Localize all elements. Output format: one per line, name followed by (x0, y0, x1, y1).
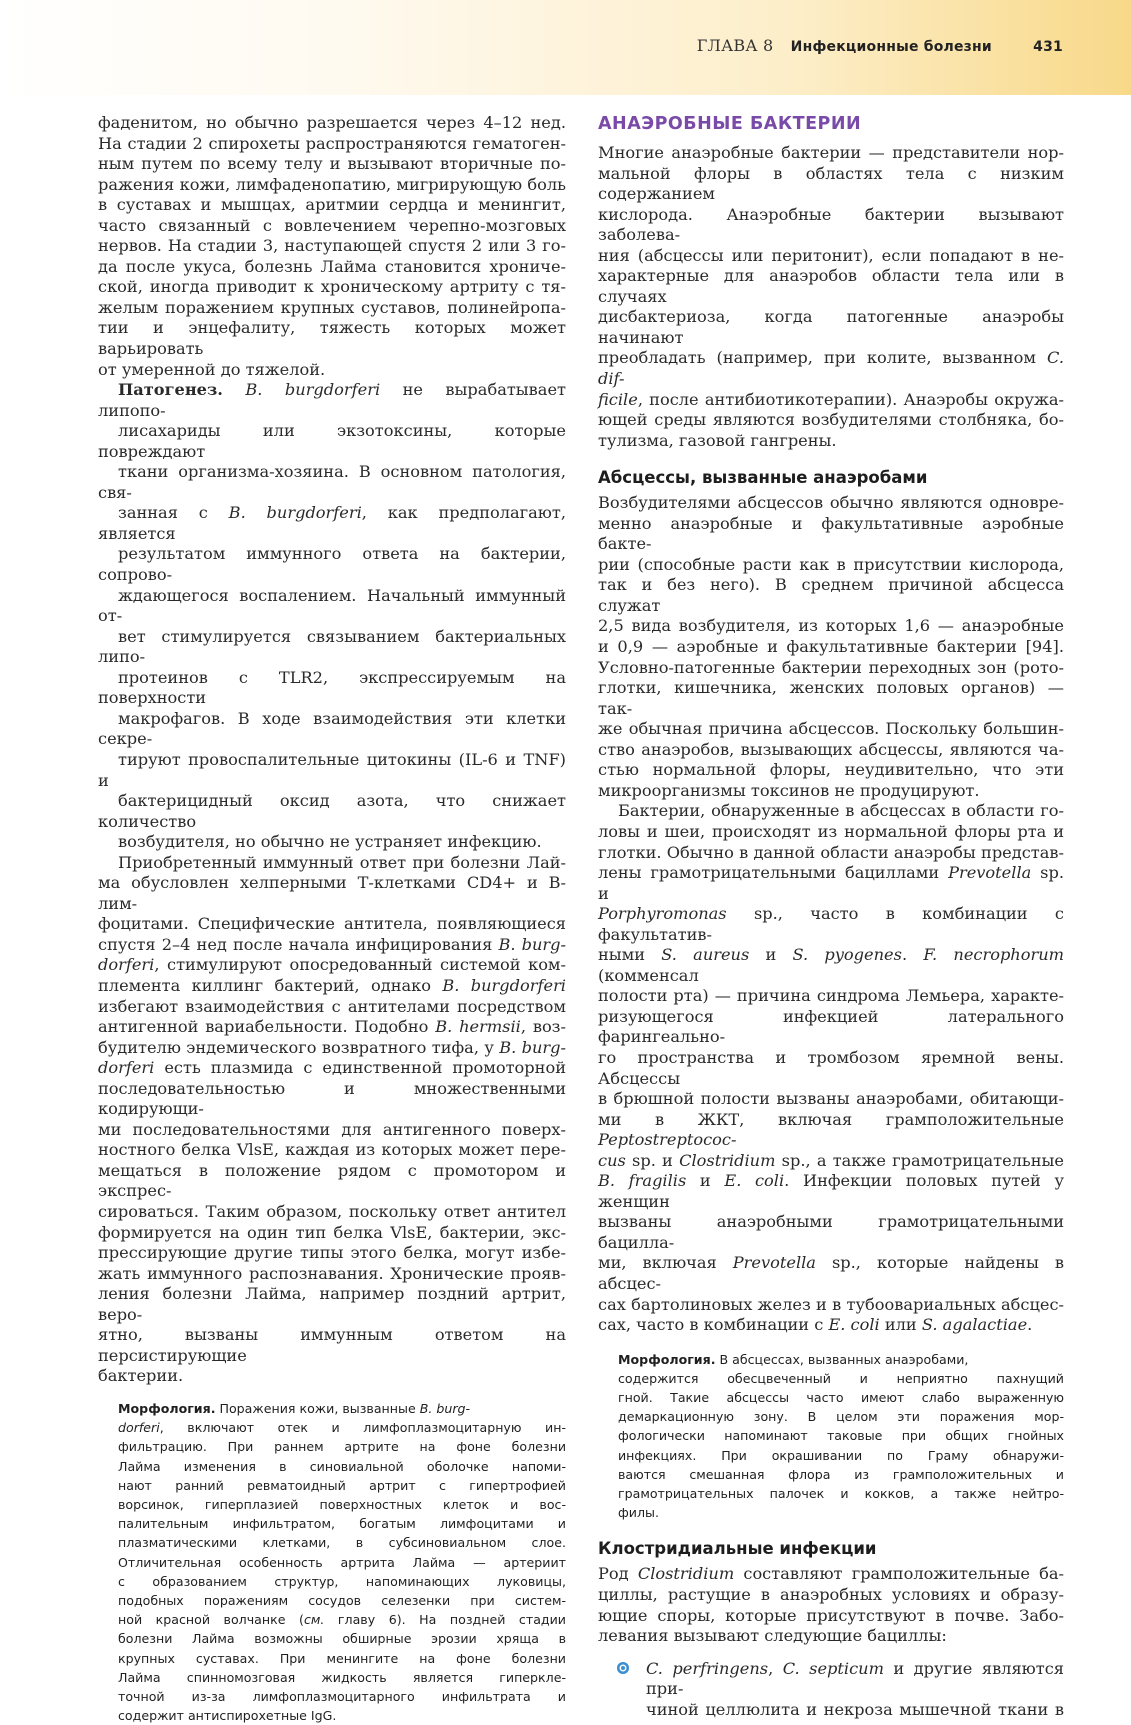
left-column (98, 113, 566, 1725)
morphology-box-anaerobes (618, 1350, 1064, 1523)
text-line: ражения кожи, лимфаденопатию, мигрирующую боль (98, 174, 566, 194)
section-title-anaerobes: АНАЭРОБНЫЕ БАКТЕРИИ (598, 114, 862, 134)
text-line: 2,5 вида возбудителя, из которых 1,6 — анаэробные (598, 616, 1064, 636)
text-line: ми последовательностями для антигенного поверх- (98, 1119, 566, 1139)
text-line: избегают взаимодействия с антителами посредством (98, 996, 566, 1016)
text-line: Многие анаэробные бактерии — представители нор- (598, 143, 1064, 162)
paragraph-anaerobes-intro (598, 143, 1064, 451)
text-line: прессирующие другие типы этого белка, могут избе- (98, 1243, 566, 1263)
text-line: ство анаэробов, вызывающих абсцессы, являются ча- (598, 739, 1064, 759)
text-line: фаденитом, но обычно разрешается через 4–12 нед. (98, 113, 566, 132)
text-line: спустя 2–4 нед после начала инфицирования B. burg- (98, 934, 566, 954)
bullet-icon (617, 1662, 629, 1674)
text-line: жать иммунного распознавания. Хронические прояв- (98, 1263, 566, 1283)
text-line: Porphyromonas sp., часто в комбинации с факультатив- (598, 904, 1064, 944)
right-column (598, 113, 1064, 1720)
text-line: ятно, вызваны иммунным ответом на персистирующие (98, 1325, 566, 1365)
text-line: ской, иногда приводит к хроническому артриту с тя- (98, 277, 566, 297)
text-line: cus sp. и Clostridium sp., а также грамотрицательные (598, 1150, 1064, 1170)
text-line: го пространства и тромбозом яремной вены. Абсцессы (598, 1047, 1064, 1088)
text-line: глотки, кишечника, женских половых органов) — так- (598, 678, 1064, 718)
text-line: чиной целлюлита и некроза мышечной ткани в (646, 1699, 1064, 1719)
text-line: плазматическими клетками, в субсиновиальном слое. (118, 1535, 566, 1551)
text-line: ной красной волчанке (см. главу 6). На поздней стадии (118, 1612, 566, 1628)
text-line: нервов. На стадии 3, наступающей спустя 2 или 3 го- (98, 236, 566, 256)
text-line: результатом иммунного ответа на бактерии, сопрово- (98, 544, 566, 585)
text-line: мальной флоры в областях тела с низким содержанием (598, 163, 1064, 204)
text-line: с образованием структур, напоминающих луковицы, (118, 1573, 566, 1589)
text-line: крупных суставах. При менингите на фоне болезни (118, 1650, 566, 1666)
paragraph-adaptive-immunity (98, 853, 566, 1387)
text-line: племента киллинг бактерий, однако B. burgdorferi (98, 975, 566, 995)
text-line: занная с B. burgdorferi, как предполагают, является (98, 503, 566, 543)
text-line: гной. Такие абсцессы часто имеют слабо выраженную (618, 1390, 1064, 1406)
subheading-abscesses: Абсцессы, вызванные анаэробами (598, 468, 928, 488)
text-line: ма обусловлен хелперными Т-клетками CD4+ и В-лим- (98, 873, 566, 913)
text-line: менно анаэробные и факультативные аэробные бакте- (598, 513, 1064, 554)
text-line: На стадии 2 спирохеты распространяются гематоген- (98, 133, 566, 153)
text-line: дисбактериоза, когда патогенные анаэробы начинают (598, 307, 1064, 347)
text-line: возбудителя, но обычно не устраняет инфекцию. (118, 832, 542, 852)
text-line: Поражения кожи, вызванные B. burg- (215, 1400, 471, 1416)
text-line: лисахариды или экзотоксины, которые повреждают (98, 421, 566, 461)
text-line: ткани организма-хозяина. В основном патология, свя- (98, 462, 566, 502)
morphology-lead-left: Морфология. (118, 1400, 216, 1416)
text-line: да после укуса, болезнь Лайма становится хрониче- (98, 256, 566, 276)
text-line: сироваться. Таким образом, поскольку ответ антител (98, 1201, 566, 1221)
text-line: Возбудителями абсцессов обычно являются одновре- (598, 493, 1064, 513)
text-line: рии (способные расти как в присутствии кислорода, (598, 554, 1064, 574)
text-line: вет стимулируется связыванием бактериальных липо- (98, 626, 566, 667)
text-line: ния (абсцессы или перитонит), если попадают в не- (598, 245, 1064, 265)
page-number: 431 (1033, 39, 1063, 55)
text-line: ворсинок, гиперплазией поверхностных клеток и вос- (118, 1496, 566, 1512)
text-line: болезни Лайма возможны обширные эрозии хряща в (118, 1631, 566, 1647)
text-line: формируется на один тип белка VlsE, бактерии, экс- (98, 1222, 566, 1242)
text-line: Род Clostridium составляют грамположительные ба- (598, 1564, 1064, 1584)
text-line: стью нормальной флоры, неудивительно, что эти (598, 760, 1064, 780)
text-line: вызваны анаэробными грамотрицательными бацилла- (598, 1212, 1064, 1252)
list-item-text (646, 1659, 1064, 1721)
text-line: характерные для анаэробов области тела или в случаях (598, 266, 1064, 306)
text-line: B. fragilis и E. coli. Инфекции половых путей у женщин (598, 1171, 1064, 1211)
text-line: B. burgdorferi не вырабатывает липопо- (98, 380, 566, 420)
text-line: полости рта) — причина синдрома Лемьера, характе- (598, 986, 1064, 1006)
text-line: часто связанный с вовлечением черепно-мозговых (98, 215, 566, 235)
clostridium-list (598, 1659, 1064, 1721)
text-line: dorferi, включают отек и лимфоплазмоцитарную ин- (118, 1420, 566, 1436)
morphology-box-lyme (118, 1399, 566, 1725)
text-line: ваются смешанная флора из грамположительных и (618, 1466, 1064, 1482)
text-line: бактерицидный оксид азота, что снижает количество (98, 791, 566, 831)
text-line: желым поражением крупных суставов, полинейропа- (98, 297, 566, 317)
text-line: сах, часто в комбинации с E. coli или S. agalactiae. (598, 1315, 1033, 1335)
text-line: Условно-патогенные бактерии переходных зон (рото- (598, 657, 1064, 677)
text-line: содержится обесцвеченный и неприятно пахнущий (618, 1370, 1064, 1386)
text-line: так и без него). В среднем причиной абсцесса служат (598, 575, 1064, 615)
text-line: ным путем по всему телу и вызывают вторичные по- (98, 154, 566, 174)
text-line: фологически напоминают таковые при общих гнойных (618, 1428, 1064, 1444)
subheading-clostridium: Клостридиальные инфекции (598, 1539, 877, 1559)
text-line: ления болезни Лайма, например поздний артрит, веро- (98, 1284, 566, 1324)
text-line: от умеренной до тяжелой. (98, 359, 326, 379)
text-line: в брюшной полости вызваны анаэробами, обитающи- (598, 1089, 1064, 1109)
text-line: протеинов с TLR2, экспрессируемым на поверхности (98, 667, 566, 708)
text-line: dorferi, стимулируют опосредованный системой ком- (98, 955, 566, 975)
text-line: dorferi есть плазмида с единственной промоторной (98, 1058, 566, 1078)
text-line: будителю эндемического возвратного тифа, у B. burg- (98, 1037, 566, 1057)
text-line: преобладать (например, при колите, вызванном C. dif- (598, 348, 1064, 389)
text-line: ми в ЖКТ, включая грамположительные Peptostreptococ- (598, 1109, 1064, 1150)
text-line: нают ранний ревматоидный артрит с гипертрофией (118, 1477, 566, 1493)
text-line: мещаться в положение рядом с промотором и экспрес- (98, 1160, 566, 1201)
text-line: ficile, после антибиотикотерапии). Анаэробы окружа- (598, 389, 1064, 409)
text-line: демаркационную зону. В целом эти поражения мор- (618, 1409, 1064, 1425)
text-line: ми, включая Prevotella sp., которые найдены в абсцес- (598, 1253, 1064, 1293)
text-line: и 0,9 — аэробные и факультативные бактерии [94]. (598, 637, 1064, 657)
text-line: подобных поражениям сосудов селезенки при систем- (118, 1592, 566, 1608)
text-line: Отличительная особенность артрита Лайма — артериит (118, 1554, 566, 1570)
running-header (697, 36, 1063, 55)
paragraph-clostridium (598, 1564, 1064, 1646)
text-line: ризующегося инфекцией латерального фарингеально- (598, 1006, 1064, 1047)
pathogenesis-lead: Патогенез. (118, 380, 223, 400)
text-line: ющей среды являются возбудителями столбняка, бо- (598, 410, 1064, 430)
text-line: сах бартолиновых желез и в тубоовариальных абсцес- (598, 1294, 1064, 1314)
text-line: тируют провоспалительные цитокины (IL-6 и TNF) и (98, 749, 566, 790)
text-line: последовательностью и множественными кодирующи- (98, 1078, 566, 1119)
morphology-lead-right: Морфология. (618, 1351, 716, 1367)
text-line: в суставах и мышцах, аритмии сердца и менингит, (98, 195, 566, 215)
text-line: фоцитами. Специфические антитела, появляющиеся (98, 914, 566, 934)
text-line: макрофагов. В ходе взаимодействия эти клетки секре- (98, 708, 566, 749)
text-line: левания вызывают следующие бациллы: (598, 1626, 947, 1646)
paragraph-abscess-causes (598, 493, 1064, 801)
text-line: C. perfringens, C. septicum и другие являются при- (646, 1658, 1065, 1699)
text-line: Бактерии, обнаруженные в абсцессах в области го- (618, 801, 1064, 821)
text-line: фильтрацию. При раннем артрите на фоне болезни (118, 1439, 566, 1455)
paragraph-abscess-locations (598, 801, 1064, 1335)
text-line: инфекциях. При окрашивании по Граму обнаружи- (618, 1447, 1064, 1463)
text-line: В абсцессах, вызванных анаэробами, (715, 1351, 969, 1367)
paragraph-lyme-stages (98, 113, 566, 380)
text-line: микроорганизмы токсинов не продуцируют. (598, 780, 980, 800)
text-line: ловы и шеи, происходят из нормальной флоры рта и (598, 821, 1064, 841)
text-line: ными S. aureus и S. pyogenes. F. necrophorum (комменсал (598, 945, 1064, 985)
text-line: же обычная причина абсцессов. Поскольку большин- (598, 719, 1064, 739)
text-line: грамотрицательных палочек и кокков, а также нейтро- (618, 1486, 1064, 1502)
text-line: глотки. Обычно в данной области анаэробы представ- (598, 842, 1064, 862)
text-line: Лайма спинномозговая жидкость является гиперкле- (118, 1669, 566, 1685)
text-line: антигенной вариабельности. Подобно B. hermsii, воз- (98, 1017, 566, 1037)
text-line: тии и энцефалиту, тяжесть которых может варьировать (98, 318, 566, 359)
text-line: бактерии. (98, 1366, 184, 1386)
text-line: циллы, растущие в анаэробных условиях и образу- (598, 1585, 1064, 1604)
chapter-title: Инфекционные болезни (790, 39, 992, 55)
text-line: ждающегося воспалением. Начальный иммунный от- (98, 585, 566, 626)
text-line: содержит антиспирохетные IgG. (118, 1708, 337, 1724)
text-line: палительным инфильтратом, богатым лимфоцитами и (118, 1516, 566, 1532)
list-item (598, 1659, 1064, 1721)
chapter-label: ГЛАВА 8 (696, 36, 774, 55)
text-line: Лайма изменения в синовиальной оболочке напоми- (118, 1458, 566, 1474)
text-line: тулизма, газовой гангрены. (598, 430, 837, 450)
text-line: лены грамотрицательными бациллами Prevotella sp. и (598, 863, 1064, 903)
text-line: Приобретенный иммунный ответ при болезни Лай- (118, 852, 566, 872)
text-line: ющие споры, которые присутствуют в почве. Забо- (598, 1605, 1064, 1625)
paragraph-pathogenesis (98, 380, 566, 853)
text-line: кислорода. Анаэробные бактерии вызывают заболева- (598, 204, 1064, 245)
text-line: точной из-за лимфоплазмоцитарного инфильтрата и (118, 1688, 566, 1704)
text-line: ностного белка VlsE, каждая из которых может пере- (98, 1140, 566, 1160)
text-line: филы. (618, 1505, 659, 1521)
